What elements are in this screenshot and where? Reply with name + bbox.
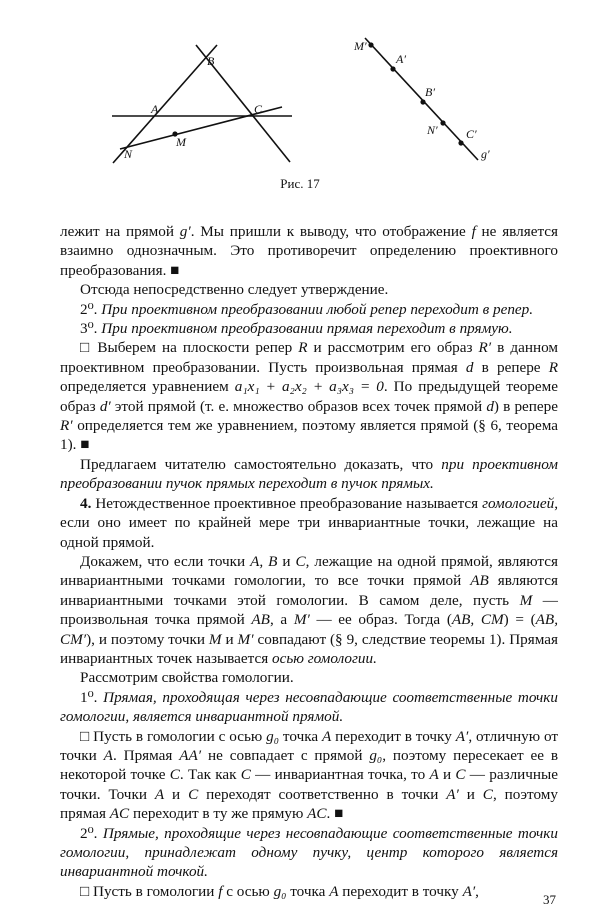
text-run: □ Выберем на плоскости репер <box>80 339 299 357</box>
property-1 <box>60 688 558 727</box>
text-run: ) = ( <box>503 611 536 629</box>
definition-homology <box>60 494 558 552</box>
text-run: 3⁰. <box>80 320 102 338</box>
text-run: и <box>438 766 456 784</box>
math-or-italic: C <box>240 766 251 784</box>
math-or-italic: R′ <box>478 339 492 357</box>
text-run: Докажем, что если точки <box>80 552 251 570</box>
math-or-italic: A, B <box>250 552 278 570</box>
math-or-italic: C <box>169 766 180 784</box>
text-run: совпадают (§ 9, следствие теоремы 1). Прямая инвариантных точек называется <box>60 630 558 667</box>
math-or-italic: A′ <box>455 727 469 745</box>
point-M-prime <box>368 42 373 47</box>
math-or-italic: R′ <box>60 417 73 435</box>
math-or-italic: AB, CM′ <box>60 611 558 648</box>
text-run: Нетождественное проективное преобразование называется <box>91 494 483 512</box>
text-run: являются инвариантными точками этой гомологии. В самом деле, пусть <box>60 572 558 609</box>
statement-3 <box>60 319 558 338</box>
text-run: 1⁰. <box>80 688 104 706</box>
text-run: □ Пусть в гомологии <box>80 882 219 900</box>
math-or-italic: AB, CM <box>451 611 504 629</box>
text-run: . По предыдущей теореме образ <box>60 378 558 415</box>
paragraph <box>60 222 558 280</box>
text-run: в репере <box>473 358 549 376</box>
math-or-italic: f <box>218 882 223 900</box>
text-run: . ■ <box>326 805 344 823</box>
math-or-italic: AA′ <box>179 746 202 764</box>
label-C-prime: C′ <box>466 127 477 141</box>
label-A: A <box>151 102 159 116</box>
point-C-prime <box>458 140 463 145</box>
math-or-italic: A <box>154 785 165 803</box>
math-or-italic: C <box>188 785 199 803</box>
text-run: точка <box>279 727 322 745</box>
statement-2 <box>60 300 558 319</box>
label-C: C <box>254 102 263 116</box>
text-run: этой прямой (т. е. множество образов всех точек прямой <box>110 397 487 415</box>
figure-17 <box>0 0 600 200</box>
page-number: 37 <box>543 892 556 907</box>
text-run: 2⁰. <box>80 824 103 842</box>
math-or-italic: Прямая, проходящая через несовпадающие соответственные точки гомологии, является инвариантной прямой. <box>60 688 558 726</box>
math-or-italic: M′ <box>237 630 254 648</box>
math-or-italic: A <box>429 766 439 784</box>
math-or-italic: C <box>482 785 493 803</box>
text-run: , <box>475 882 479 900</box>
text-run: переходят соответственно в точки <box>198 785 447 803</box>
line-NB <box>113 45 217 163</box>
proof-1 <box>60 727 558 824</box>
section-number: 4. <box>80 494 92 512</box>
text-run: и <box>277 552 296 570</box>
label-M: M <box>176 135 186 149</box>
text-run: ), и поэтому точки <box>86 630 209 648</box>
math-or-italic: C <box>295 552 306 570</box>
text-run: □ Пусть в гомологии с осью <box>80 727 267 745</box>
math-or-italic: при проективном преобразовании пучок прямых переходит в пучок прямых. <box>60 455 558 493</box>
text-run: и <box>458 785 483 803</box>
paragraph <box>60 280 558 299</box>
math-or-italic: Прямые, проходящие через несовпадающие соответственные точки гомологии, принадлежат одному пучку, центр которого является инвариантной точкой. <box>60 824 558 881</box>
math-or-italic: AC <box>307 805 327 823</box>
text-run: . Мы пришли к выводу, что отображение <box>190 223 472 240</box>
math-or-italic: d <box>465 358 474 376</box>
math-or-italic: g′ <box>179 223 191 240</box>
point-A-prime <box>390 66 395 71</box>
text-run: и <box>164 785 189 803</box>
figure-caption: Рис. 17 <box>280 176 320 191</box>
math-or-italic: d <box>486 397 494 415</box>
math-or-italic: M <box>208 630 222 648</box>
math-or-italic: f <box>471 223 476 240</box>
math-or-italic: AB <box>251 611 270 629</box>
math-or-italic: R <box>298 339 308 357</box>
math-or-italic: a₁x₁ + a₂x₂ + a₃x₃ = 0 <box>234 378 384 396</box>
text-run: точка <box>286 882 330 900</box>
label-B-prime: B′ <box>425 85 435 99</box>
paragraph <box>60 552 558 668</box>
text-run: определяется уравнением <box>60 378 235 396</box>
text-run: ) в репере <box>493 397 558 415</box>
label-B: B <box>207 54 215 68</box>
text-run: — различные точки. Точки <box>60 766 558 803</box>
math-or-italic: A <box>103 746 113 764</box>
text-run: с осью <box>222 882 274 900</box>
text-run: и рассмотрим его образ <box>307 339 479 357</box>
proof-2-start <box>60 882 558 901</box>
label-A-prime: A′ <box>396 52 406 66</box>
text-run: , поэтому прямая <box>60 785 559 823</box>
text-run: , поэтому пересекает ее в некоторой точке <box>60 746 558 784</box>
text-run: переходит в точку <box>331 727 456 745</box>
text-run: Предлагаем читателю самостоятельно доказать, что <box>80 455 442 473</box>
math-or-italic: g₀ <box>273 882 287 900</box>
math-or-italic: гомологией <box>482 494 555 512</box>
text-run: — ее образ. Тогда ( <box>309 611 452 629</box>
label-N-prime: N′ <box>427 123 438 137</box>
point-B-prime <box>420 99 425 104</box>
text-run: и <box>221 630 238 648</box>
label-M-prime: M′ <box>354 39 367 53</box>
label-g-prime: g′ <box>481 147 490 161</box>
property-2 <box>60 824 558 882</box>
text-run: лежит на прямой <box>60 223 180 240</box>
math-or-italic: AB <box>470 572 489 590</box>
text-run: — произвольная точка прямой <box>60 591 558 629</box>
text-run: переходит в точку <box>338 882 463 900</box>
body-text <box>60 222 558 901</box>
text-run: Отсюда непосредственно следует утверждение. <box>80 281 389 299</box>
math-or-italic: R <box>548 358 558 376</box>
paragraph <box>60 455 558 494</box>
text-run: — инвариантная точка, то <box>250 766 430 784</box>
text-run: Рассмотрим свойства гомологии. <box>80 669 294 687</box>
text-run: 2⁰. <box>80 300 102 318</box>
text-run: в данном проективном преобразовании. Пусть произвольная прямая <box>60 339 558 376</box>
math-or-italic: M′ <box>293 611 310 629</box>
math-or-italic: При проективном преобразовании любой репер переходит в репер. <box>101 300 534 318</box>
text-run: , если оно имеет по крайней мере три инвариантные точки, лежащие на одной прямой. <box>60 494 558 551</box>
text-run: переходит в ту же прямую <box>129 805 308 823</box>
math-or-italic: g₀ <box>266 727 280 745</box>
math-or-italic: A′ <box>446 785 459 803</box>
math-or-italic: При проективном преобразовании прямая переходит в прямую. <box>101 320 513 338</box>
math-or-italic: C <box>455 766 466 784</box>
text-run: не совпадает с прямой <box>201 746 370 764</box>
text-run: , лежащие на одной прямой, являются инвариантными точками гомологии, то все точки прямой <box>60 552 558 590</box>
math-or-italic: A <box>322 727 332 745</box>
math-or-italic: осью гомологии. <box>271 649 377 667</box>
proof-3 <box>60 338 558 454</box>
point-N-prime <box>440 120 445 125</box>
text-run: . Так как <box>179 766 241 784</box>
text-run: , отличную от точки <box>60 727 558 764</box>
label-N: N <box>124 147 133 161</box>
math-or-italic: d′ <box>99 397 111 415</box>
text-run: не является взаимно однозначным. Это противоречит определению проективного преобразования. ■ <box>60 223 559 279</box>
math-or-italic: AC <box>109 805 130 823</box>
text-run: определяется тем же уравнением, поэтому является прямой (§ 6, теорема 1). ■ <box>60 417 558 454</box>
paragraph <box>60 668 558 687</box>
math-or-italic: A′ <box>462 882 476 900</box>
text-run: . Прямая <box>112 746 180 764</box>
math-or-italic: A <box>329 882 339 900</box>
text-run: , а <box>269 611 294 629</box>
math-or-italic: g₀ <box>369 746 383 764</box>
math-or-italic: M <box>519 591 533 609</box>
